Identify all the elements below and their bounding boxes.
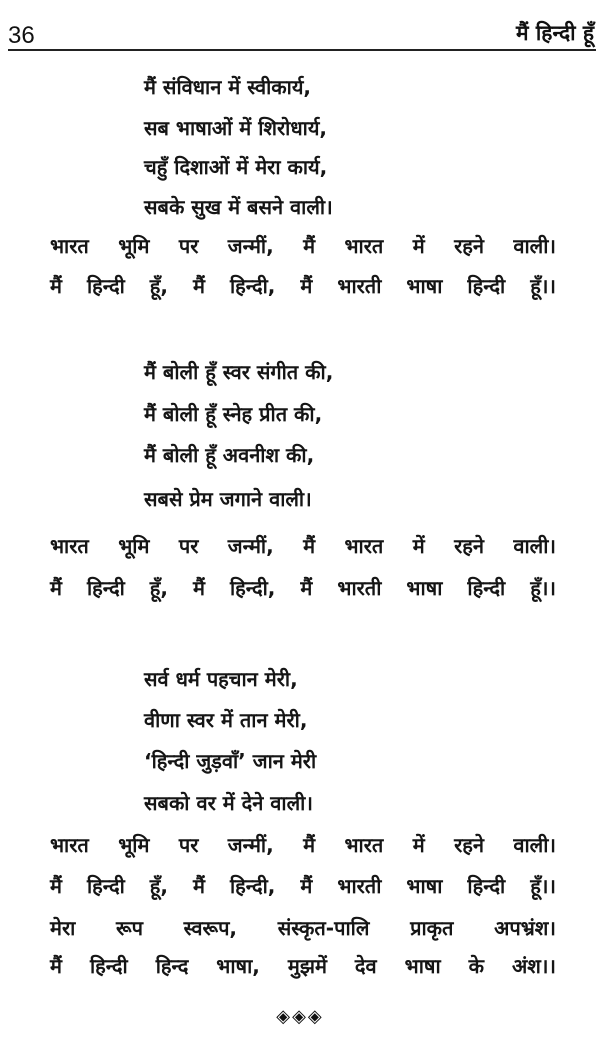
stanza-1-refrain-2: मैं हिन्दी हूँ, मैं हिन्दी, मैं भारती भाषा हिन्दी हूँ।। <box>50 274 556 298</box>
stanza-3-refrain-3: मेरा रूप स्वरूप, संस्कृत-पालि प्राकृत अपभ्रंश। <box>50 916 556 940</box>
stanza-3-line-2: वीणा स्वर में तान मेरी, <box>144 708 308 732</box>
stanza-1-line-4: सबके सुख में बसने वाली। <box>144 195 333 219</box>
stanza-1-line-3: चहुँ दिशाओं में मेरा कार्य, <box>144 155 328 179</box>
header-rule <box>8 49 596 51</box>
page-number: 36 <box>8 22 35 49</box>
stanza-2-refrain-1: भारत भूमि पर जन्मीं, मैं भारत में रहने वाली। <box>50 534 556 558</box>
stanza-2-refrain-2: मैं हिन्दी हूँ, मैं हिन्दी, मैं भारती भाषा हिन्दी हूँ।। <box>50 576 556 600</box>
stanza-1-line-2: सब भाषाओं में शिरोधार्य, <box>144 116 328 140</box>
stanza-3-refrain-2: मैं हिन्दी हूँ, मैं हिन्दी, मैं भारती भाषा हिन्दी हूँ।। <box>50 874 556 898</box>
stanza-2-line-4: सबसे प्रेम जगाने वाली। <box>144 487 312 511</box>
running-title: मैं हिन्दी हूँ <box>516 21 594 45</box>
page-header <box>0 0 600 50</box>
stanza-3-refrain-4: मैं हिन्दी हिन्द भाषा, मुझमें देव भाषा के अंश।। <box>50 954 556 978</box>
stanza-3-line-1: सर्व धर्म पहचान मेरी, <box>144 667 298 691</box>
stanza-2-line-2: मैं बोली हूँ स्नेह प्रीत की, <box>144 402 323 426</box>
stanza-1-line-1: मैं संविधान में स्वीकार्य, <box>144 75 312 99</box>
stanza-2-line-3: मैं बोली हूँ अवनीश की, <box>144 443 315 467</box>
stanza-2-line-1: मैं बोली हूँ स्वर संगीत की, <box>144 360 334 384</box>
section-end-ornament: ◈◈◈ <box>276 1006 324 1027</box>
stanza-3-line-4: सबको वर में देने वाली। <box>144 791 313 815</box>
stanza-3-refrain-1: भारत भूमि पर जन्मीं, मैं भारत में रहने वाली। <box>50 833 556 857</box>
stanza-3-line-3: ‘हिन्दी जुड़वाँ’ जान मेरी <box>144 749 317 773</box>
stanza-1-refrain-1: भारत भूमि पर जन्मीं, मैं भारत में रहने वाली। <box>50 234 556 258</box>
